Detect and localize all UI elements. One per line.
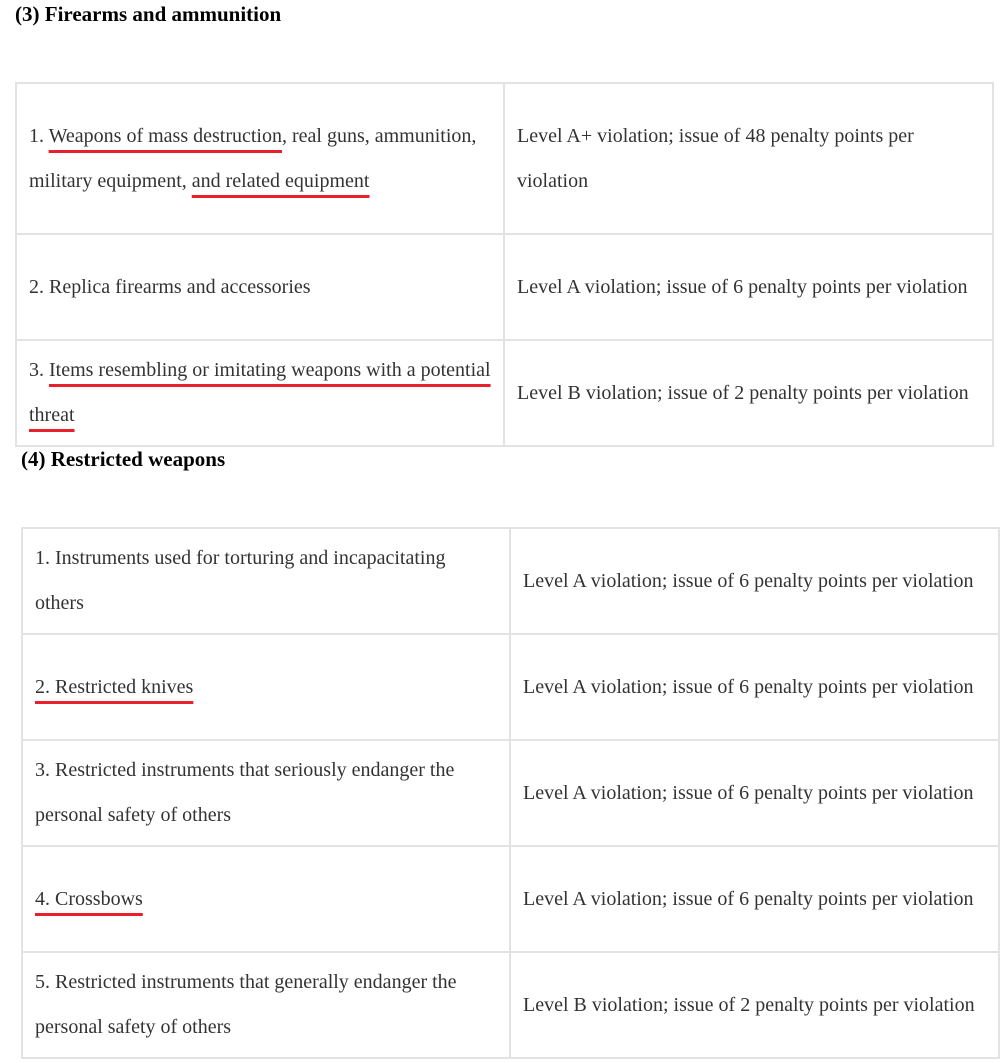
section-heading-firearms: (3) Firearms and ammunition	[15, 2, 282, 26]
penalty-cell: Level A violation; issue of 6 penalty points per violation	[510, 740, 999, 846]
table-row	[22, 634, 999, 740]
restricted-weapons-table	[21, 527, 1000, 1059]
penalty-cell: Level A violation; issue of 6 penalty points per violation	[510, 846, 999, 952]
item-cell	[22, 634, 510, 740]
item-cell: 2. Replica firearms and accessories	[16, 234, 504, 340]
item-cell	[16, 83, 504, 234]
penalty-cell: Level A violation; issue of 6 penalty points per violation	[504, 234, 993, 340]
item-prefix: 1.	[29, 124, 49, 147]
table-row	[16, 234, 993, 340]
item-cell	[16, 340, 504, 446]
item-cell	[22, 846, 510, 952]
table-row	[22, 740, 999, 846]
table-row	[16, 83, 993, 234]
penalty-cell: Level A violation; issue of 6 penalty points per violation	[510, 634, 999, 740]
penalty-cell: Level B violation; issue of 2 penalty points per violation	[504, 340, 993, 446]
item-text: , real guns, ammunition, military equipment,	[29, 124, 477, 192]
underlined-text: Weapons of mass destruction	[48, 124, 282, 147]
table-row	[16, 340, 993, 446]
penalty-cell: Level A+ violation; issue of 48 penalty points per violation	[504, 83, 993, 234]
item-cell: 5. Restricted instruments that generally endanger the personal safety of others	[22, 952, 510, 1058]
underlined-text: Items resembling or imitating weapons with a potential threat	[29, 359, 491, 426]
table-row	[22, 846, 999, 952]
underlined-text: 2. Restricted knives	[35, 675, 194, 698]
penalty-cell: Level B violation; issue of 2 penalty points per violation	[510, 952, 999, 1058]
penalty-cell: Level A violation; issue of 6 penalty points per violation	[510, 528, 999, 634]
table-row	[22, 528, 999, 634]
item-prefix: 3.	[29, 359, 49, 381]
item-cell: 1. Instruments used for torturing and incapacitating others	[22, 528, 510, 634]
firearms-table	[15, 82, 994, 447]
item-cell: 3. Restricted instruments that seriously endanger the personal safety of others	[22, 740, 510, 846]
underlined-text: and related equipment	[191, 169, 370, 192]
table-row	[22, 952, 999, 1058]
underlined-text: 4. Crossbows	[35, 887, 143, 910]
section-heading-restricted-weapons: (4) Restricted weapons	[21, 447, 226, 471]
